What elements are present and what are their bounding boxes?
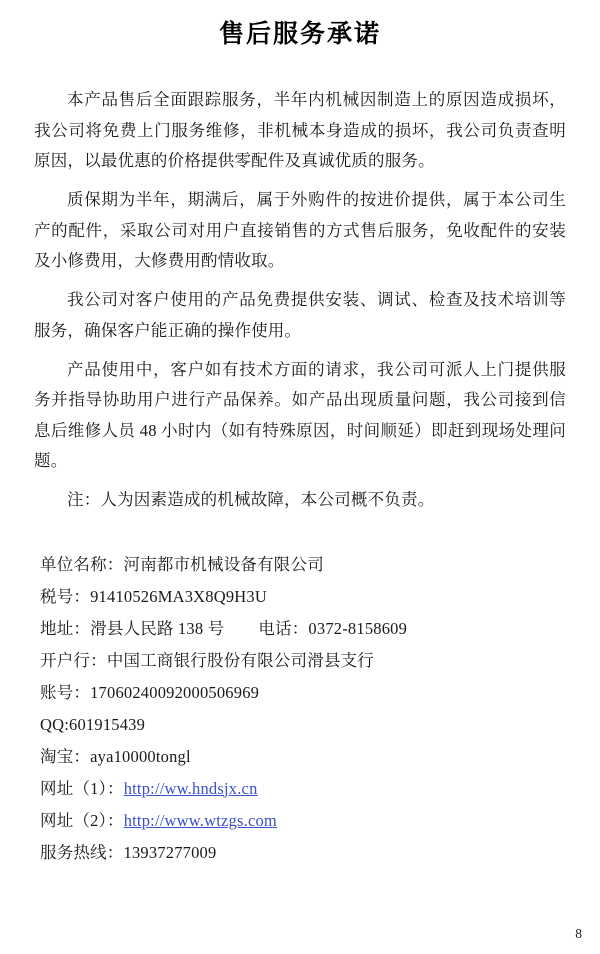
paragraph: 注：人为因素造成的机械故障，本公司概不负责。 xyxy=(67,490,435,509)
company-value: 河南都市机械设备有限公司 xyxy=(123,554,324,574)
website-1-label: 网址（1）： xyxy=(40,778,124,798)
account-label: 账号： xyxy=(40,682,91,702)
company-label: 单位名称： xyxy=(40,554,124,574)
page-title: 售后服务承诺 xyxy=(218,19,381,48)
tax-value: 91410526MA3X8Q9H3U xyxy=(90,586,267,606)
contact-row-taobao xyxy=(40,741,566,773)
contact-row-website-1 xyxy=(40,773,566,805)
taobao-label: 淘宝： xyxy=(40,746,91,766)
contact-info xyxy=(34,549,566,869)
hotline-value: 13937277009 xyxy=(123,842,217,862)
contact-row-address xyxy=(40,613,566,645)
paragraph: 质保期为半年，期满后，属于外购件的按进价提供，属于本公司生产的配件，采取公司对用户直接销售的方式售后服务，免收配件的安装及小修费用，大修费用酌情收取。 xyxy=(34,190,566,270)
contact-row-company xyxy=(40,549,566,581)
contact-row-tax xyxy=(40,581,566,613)
taobao-value: aya10000tongl xyxy=(90,746,191,766)
hotline-label: 服务热线： xyxy=(40,842,124,862)
body-text xyxy=(34,85,566,516)
paragraph: 本产品售后全面跟踪服务，半年内机械因制造上的原因造成损坏，我公司将免费上门服务维修，非机械本身造成的损坏，我公司负责查明原因，以最优惠的价格提供零配件及真诚优质的服务。 xyxy=(34,90,566,170)
contact-row-hotline xyxy=(40,837,566,869)
qq-value: 601915439 xyxy=(69,714,146,734)
address-value: 滑县人民路 138 号 xyxy=(90,618,225,638)
phone-label: 电话： xyxy=(258,618,309,638)
website-2-label: 网址（2）： xyxy=(40,810,124,830)
page-number: 8 xyxy=(575,926,582,941)
account-value: 17060240092000506969 xyxy=(90,682,260,702)
contact-row-qq xyxy=(40,709,566,741)
website-1-link[interactable]: http://ww.hndsjx.cn xyxy=(123,778,258,798)
tax-label: 税号： xyxy=(40,586,91,606)
document-page xyxy=(0,16,600,954)
paragraph: 产品使用中，客户如有技术方面的请求，我公司可派人上门提供服务并指导协助用户进行产品保养。如产品出现质量问题，我公司接到信息后维修人员 48 小时内（如有特殊原因，时间顺延）即赶到现场处理问题。 xyxy=(34,359,566,470)
paragraph: 我公司对客户使用的产品免费提供安装、调试、检查及技术培训等服务，确保客户能正确的操作使用。 xyxy=(34,290,566,340)
contact-row-bank xyxy=(40,645,566,677)
qq-label: QQ: xyxy=(40,714,70,734)
contact-row-website-2 xyxy=(40,805,566,837)
address-label: 地址： xyxy=(40,618,91,638)
website-2-link[interactable]: http://www.wtzgs.com xyxy=(123,810,277,830)
phone-value: 0372-8158609 xyxy=(308,618,408,638)
contact-row-account xyxy=(40,677,566,709)
bank-value: 中国工商银行股份有限公司滑县支行 xyxy=(106,650,375,670)
bank-label: 开户行： xyxy=(40,650,107,670)
